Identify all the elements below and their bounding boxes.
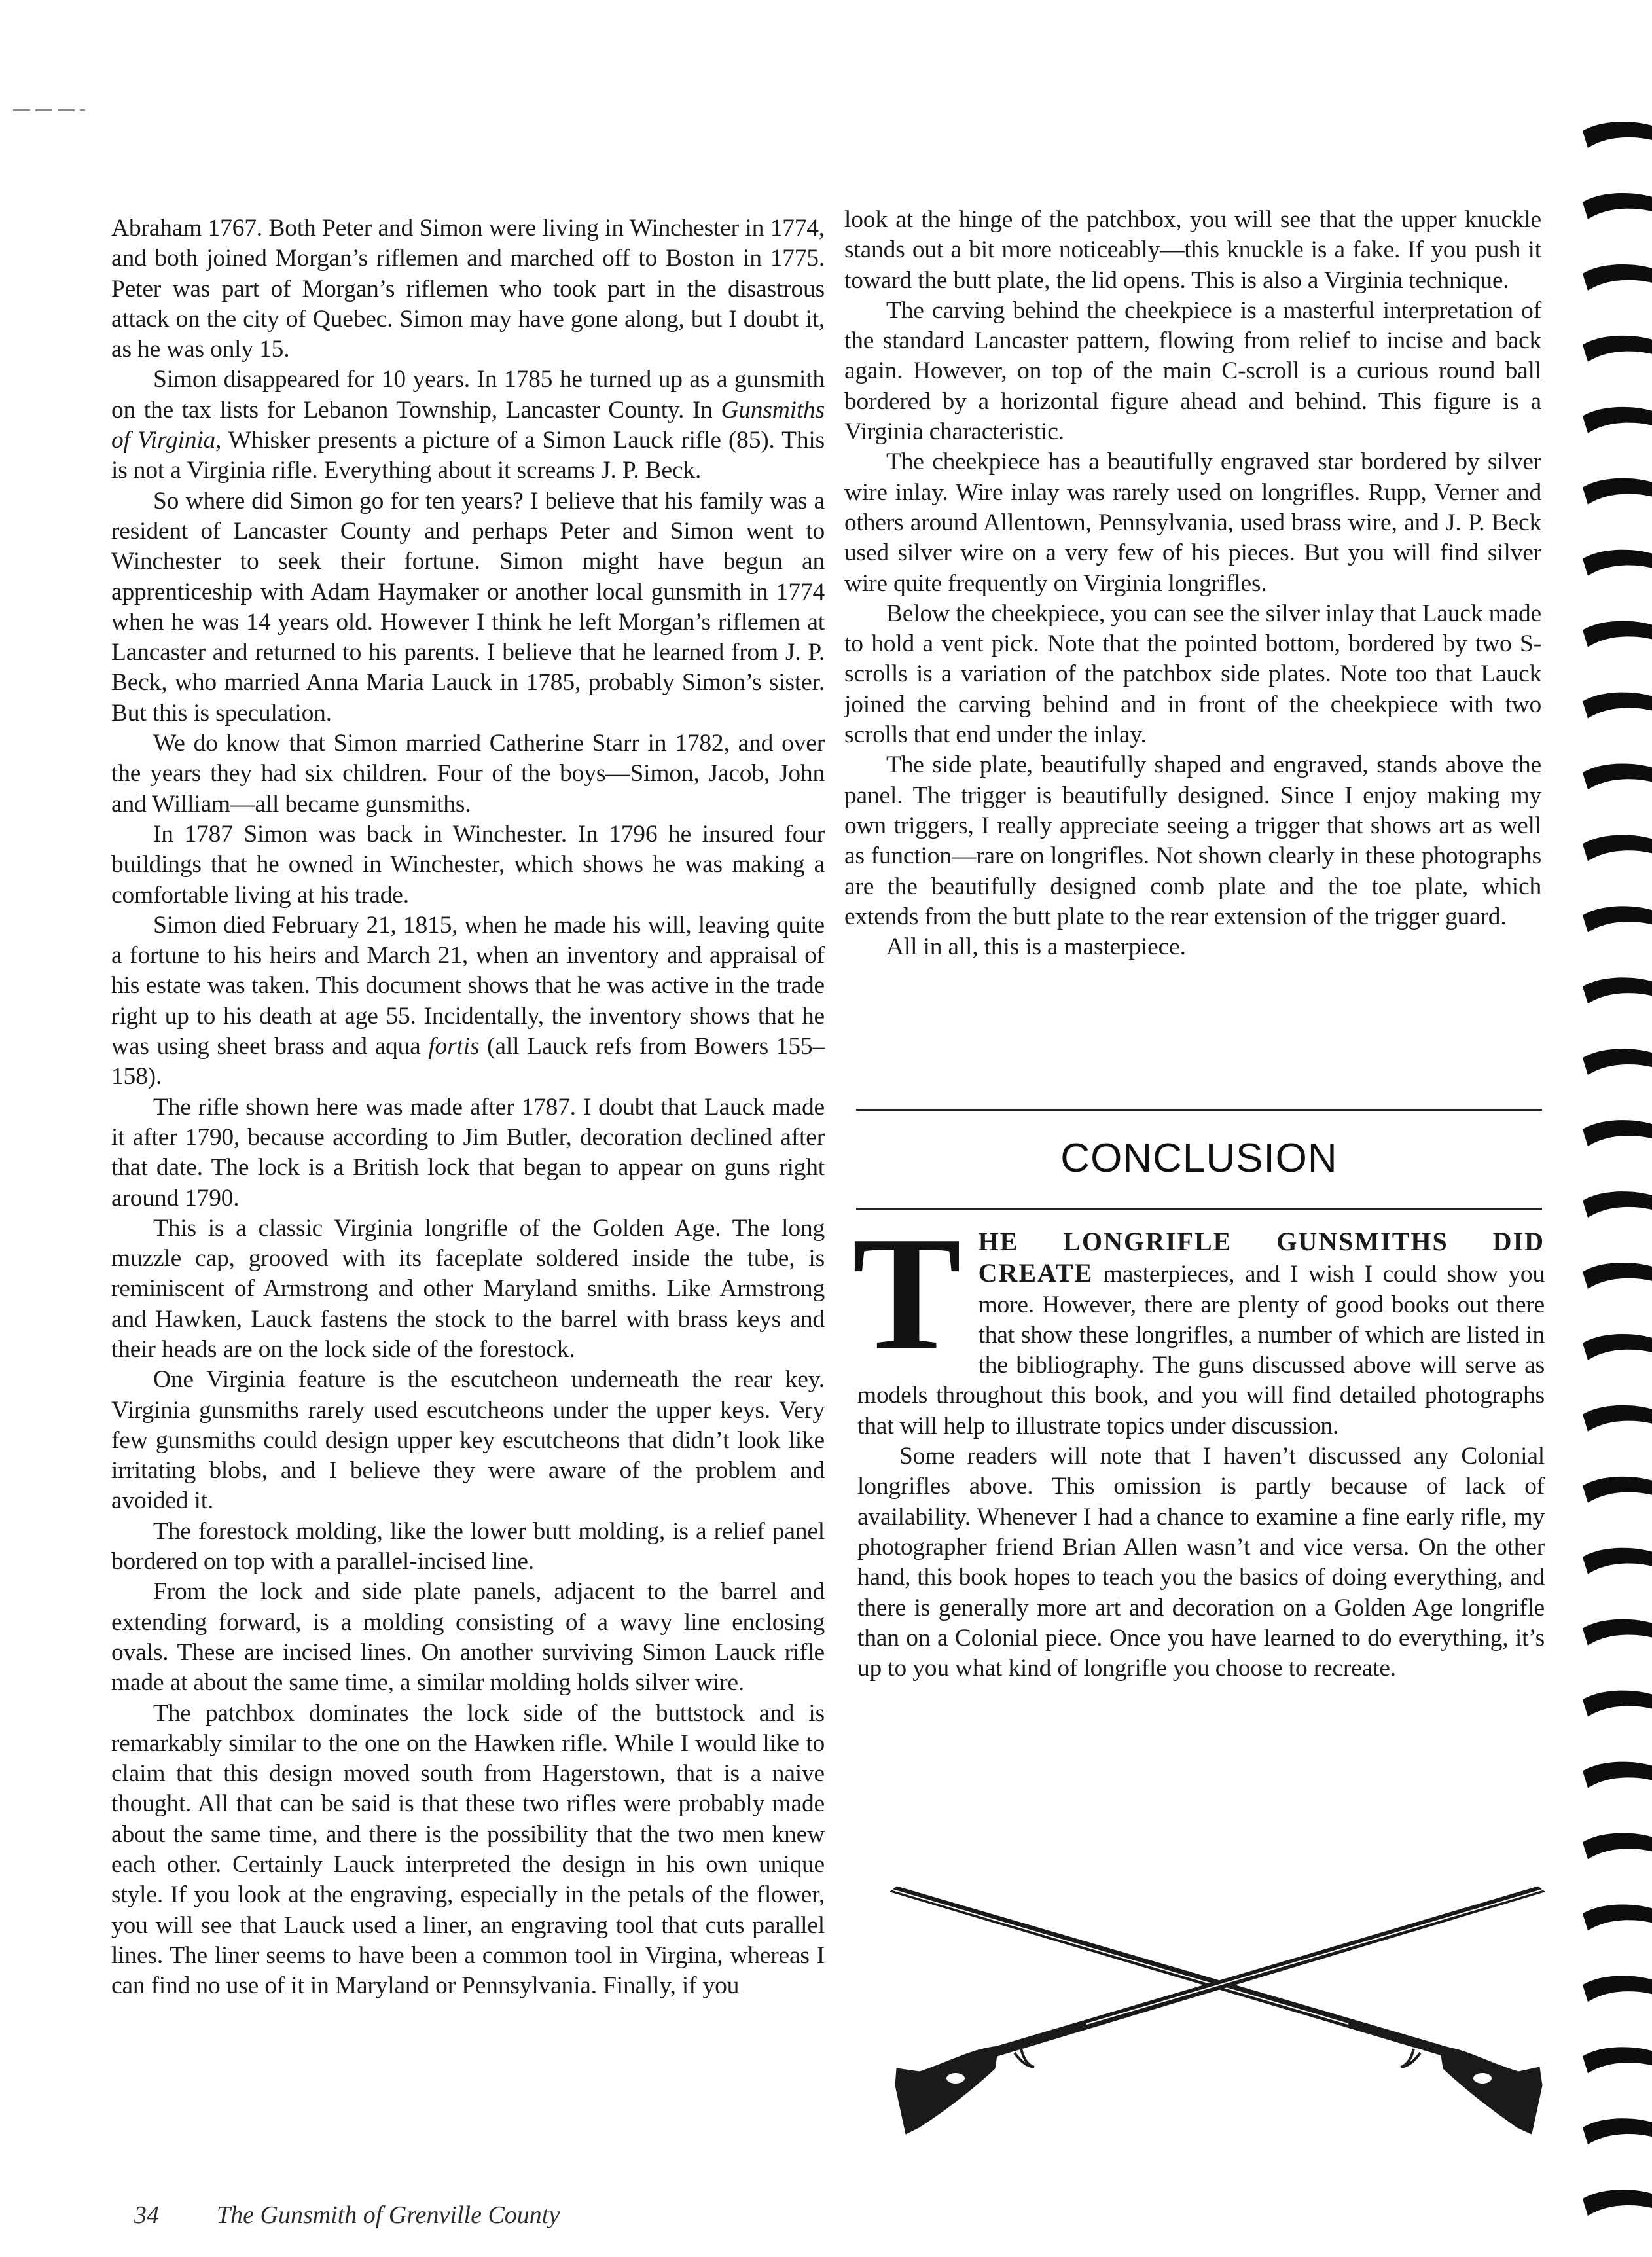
binding-coil [1583, 1833, 1652, 1860]
conclusion-paragraph-2: Some readers will note that I haven’t discussed any Colonial longrifles above. This omission is partly because of lack of availability. Whenever I had a chance to examine a fine early rifle, my photographer friend Brian Allen wasn’t and vice versa. On the other hand, this book hopes to teach you the basics of doing everything, and there is generally more art and decoration on a Golden Age longrifle than on a Colonial piece. Once you have learned to do everything, it’s up to you what kind of longrifle you choose to recreate. [857, 1443, 1545, 1682]
page-number: 34 [134, 2201, 159, 2229]
binding-coil [1583, 906, 1652, 932]
right-paragraph: The carving behind the cheekpiece is a masterful interpretation of the standard Lancaster pattern, flowing from relief to incise and back again. However, on top of the main C-scroll is a curious round ball bordered by a horizontal figure ahead and behind. This figure is a Virginia characteristic. [844, 297, 1541, 446]
binding-coil [1583, 2118, 1652, 2144]
page-footer [134, 2201, 560, 2230]
crossed-rifles-icon [890, 1852, 1545, 2160]
binding-coil [1583, 2190, 1652, 2216]
left-paragraph: This is a classic Virginia longrifle of the Golden Age. The long muzzle cap, grooved with its faceplate soldered inside the tube, is reminiscent of Armstrong and other Maryland smiths. Like Armstrong and Hawken, Lauck fastens the stock to the barrel with brass keys and their heads are on the lock side of the forestock. [111, 1214, 825, 1363]
binding-coil [1583, 1976, 1652, 2002]
binding-coil [1583, 1762, 1652, 1788]
binding-coil [1583, 407, 1652, 433]
left-paragraph: So where did Simon go for ten years? I believe that his family was a resident of Lancaster County and perhaps Peter and Simon went to Winchester to seek their fortune. Simon might have begun an apprenticeship with Adam Haymaker or another local gunsmith in 1774 when he was 14 years old. However I think he left Morgan’s riflemen at Lancaster and returned to his parents. I believe that he learned from J. P. Beck, who married Anna Maria Lauck in 1785, probably Simon’s sister. But this is speculation. [111, 487, 825, 727]
right-paragraph: Below the cheekpiece, you can see the silver inlay that Lauck made to hold a vent pick. Note that the pointed bottom, bordered by two S-scrolls is a variation of the patchbox side plates. Note too that Lauck joined the carving behind and in front of the cheekpiece with two scrolls that end under the inlay. [844, 600, 1541, 749]
left-paragraph: The patchbox dominates the lock side of the buttstock and is remarkably similar to the one on the Hawken rifle. While I would like to claim that this design moved south from Hagerstown, that is a naive thought. All that can be said is that these two rifles were probably made about the same time, and there is the possibility that the two men knew each other. Certainly Lauck interpreted the design in his own unique style. If you look at the engraving, especially in the petals of the flower, you will see that Lauck used a liner, an engraving tool that cuts parallel lines. The liner seems to have been a common tool in Virgina, whereas I can find no use of it in Maryland or Pennsylvania. Finally, if you [111, 1699, 825, 2000]
binding-coil [1583, 2047, 1652, 2073]
binding-coil [1583, 621, 1652, 647]
running-title: The Gunsmith of Grenville County [217, 2201, 560, 2229]
text-run: , Whisker presents a picture of a Simon Lauck rifle (85). This is not a Virginia rifle. Everything about it screams J. P. Beck. [111, 427, 825, 484]
right-paragraph: The cheekpiece has a beautifully engraved star bordered by silver wire inlay. Wire inlay was rarely used on longrifles. Rupp, Verner and others around Allentown, Pennsylvania, used brass wire, and J. P. Beck used silver wire on a very few of his pieces. But you will find silver wire quite frequently on Virginia longrifles. [844, 448, 1541, 597]
lead-in-text: HE LONGRIFLE GUNSMITHS DID CREATE [978, 1227, 1545, 1288]
binding-coil [1583, 1334, 1652, 1360]
left-paragraph: Abraham 1767. Both Peter and Simon were living in Winchester in 1774, and both joined Morgan’s riflemen and marched off to Boston in 1775. Peter was part of Morgan’s riflemen who took part in the disastrous attack on the city of Quebec. Simon may have gone along, but I doubt it, as he was only 15. [111, 215, 825, 363]
italic-title: Gunsmiths of Virginia [111, 396, 825, 454]
scan-artifact [13, 109, 85, 111]
drop-cap: T [852, 1203, 961, 1384]
left-paragraph: The rifle shown here was made after 1787. I doubt that Lauck made it after 1790, because according to Jim Butler, decoration declined after that date. The lock is a British lock that began to appear on guns right around 1790. [111, 1093, 825, 1212]
text-run: Simon died February 21, 1815, when he made his will, leaving quite a fortune to his heirs and March 21, when an inventory and appraisal of his estate was taken. This document shows that he was active in the trade right up to his death at age 55. Incidentally, the inventory shows that he was using sheet brass and aqua [111, 911, 825, 1060]
right-paragraph: look at the hinge of the patchbox, you will see that the upper knuckle stands out a bit more noticeably—this knuckle is a fake. If you push it toward the butt plate, the lid opens. This is also a Virginia technique. [844, 206, 1541, 294]
right-text-column [844, 205, 1541, 962]
binding-coil [1583, 977, 1652, 1003]
left-paragraph [111, 365, 825, 486]
conclusion-paragraph-1 [852, 1203, 1545, 1441]
heading-rule-top [856, 1109, 1542, 1111]
binding-coil [1583, 193, 1652, 219]
left-paragraph [111, 911, 825, 1092]
left-text-column [111, 213, 825, 2002]
text-run: Simon disappeared for 10 years. In 1785 he turned up as a gunsmith on the tax lists for Lebanon Township, Lancaster County. In [111, 366, 825, 424]
left-paragraph: In 1787 Simon was back in Winchester. In 1796 he insured four buildings that he owned in Winchester, which shows he was making a comfortable living at his trade. [111, 820, 825, 909]
binding-coil [1583, 1904, 1652, 1930]
conclusion-paragraph-1-body: masterpieces, and I wish I could show you more. However, there are plenty of good books out there that show these longrifles, a number of which are listed in the bibliography. The guns discussed above will serve as models throughout this book, and you will find detailed photographs that will help to illustrate topics under discussion. [857, 1261, 1545, 1439]
binding-coil [1583, 1691, 1652, 1717]
binding-coil [1583, 1619, 1652, 1646]
binding-coil [1583, 550, 1652, 576]
binding-coil [1583, 1049, 1652, 1075]
binding-coil [1583, 1548, 1652, 1574]
binding-coil [1583, 1191, 1652, 1218]
binding-coil [1583, 1120, 1652, 1146]
left-paragraph: From the lock and side plate panels, adjacent to the barrel and extending forward, is a molding consisting of a wavy line enclosing ovals. These are incised lines. On another surviving Simon Lauck rifle made at about the same time, a similar molding holds silver wire. [111, 1578, 825, 1697]
italic-title: fortis [428, 1033, 480, 1060]
left-paragraph: One Virginia feature is the escutcheon underneath the rear key. Virginia gunsmiths rarely used escutcheons under the upper keys. Very few gunsmiths could design upper key escutcheons that didn’t look like irritating blobs, and I believe they were aware of the problem and avoided it. [111, 1366, 825, 1515]
binding-coil [1583, 336, 1652, 362]
binding-coil [1583, 264, 1652, 291]
binding-coil [1583, 693, 1652, 719]
conclusion-text [852, 1203, 1545, 1684]
right-paragraph: The side plate, beautifully shaped and engraved, stands above the panel. The trigger is beautifully designed. Since I enjoy making my own triggers, I really appreciate seeing a trigger that shows art as well as function—rare on longrifles. Not shown clearly in these photographs are the beautifully designed comb plate and the toe plate, which extends from the butt plate to the rear extension of the trigger guard. [844, 751, 1541, 930]
binding-coil [1583, 835, 1652, 861]
left-paragraph: We do know that Simon married Catherine Starr in 1782, and over the years they had six children. Four of the boys—Simon, Jacob, John and William—all became gunsmiths. [111, 730, 825, 818]
binding-coil [1583, 1405, 1652, 1432]
binding-coil [1583, 1477, 1652, 1503]
binding-coil [1583, 122, 1652, 148]
binding-coil [1583, 478, 1652, 505]
section-heading: CONCLUSION [1060, 1136, 1338, 1181]
text-run: (all Lauck refs from Bowers 155–158). [111, 1033, 825, 1091]
left-paragraph: The forestock molding, like the lower butt molding, is a relief panel bordered on top with a parallel-incised line. [111, 1517, 825, 1576]
right-paragraph: All in all, this is a masterpiece. [886, 933, 1186, 961]
binding-coil [1583, 1263, 1652, 1289]
binding-coil [1583, 764, 1652, 790]
conclusion-heading-block [856, 1109, 1542, 1210]
spiral-binding-icon [1576, 118, 1652, 2257]
